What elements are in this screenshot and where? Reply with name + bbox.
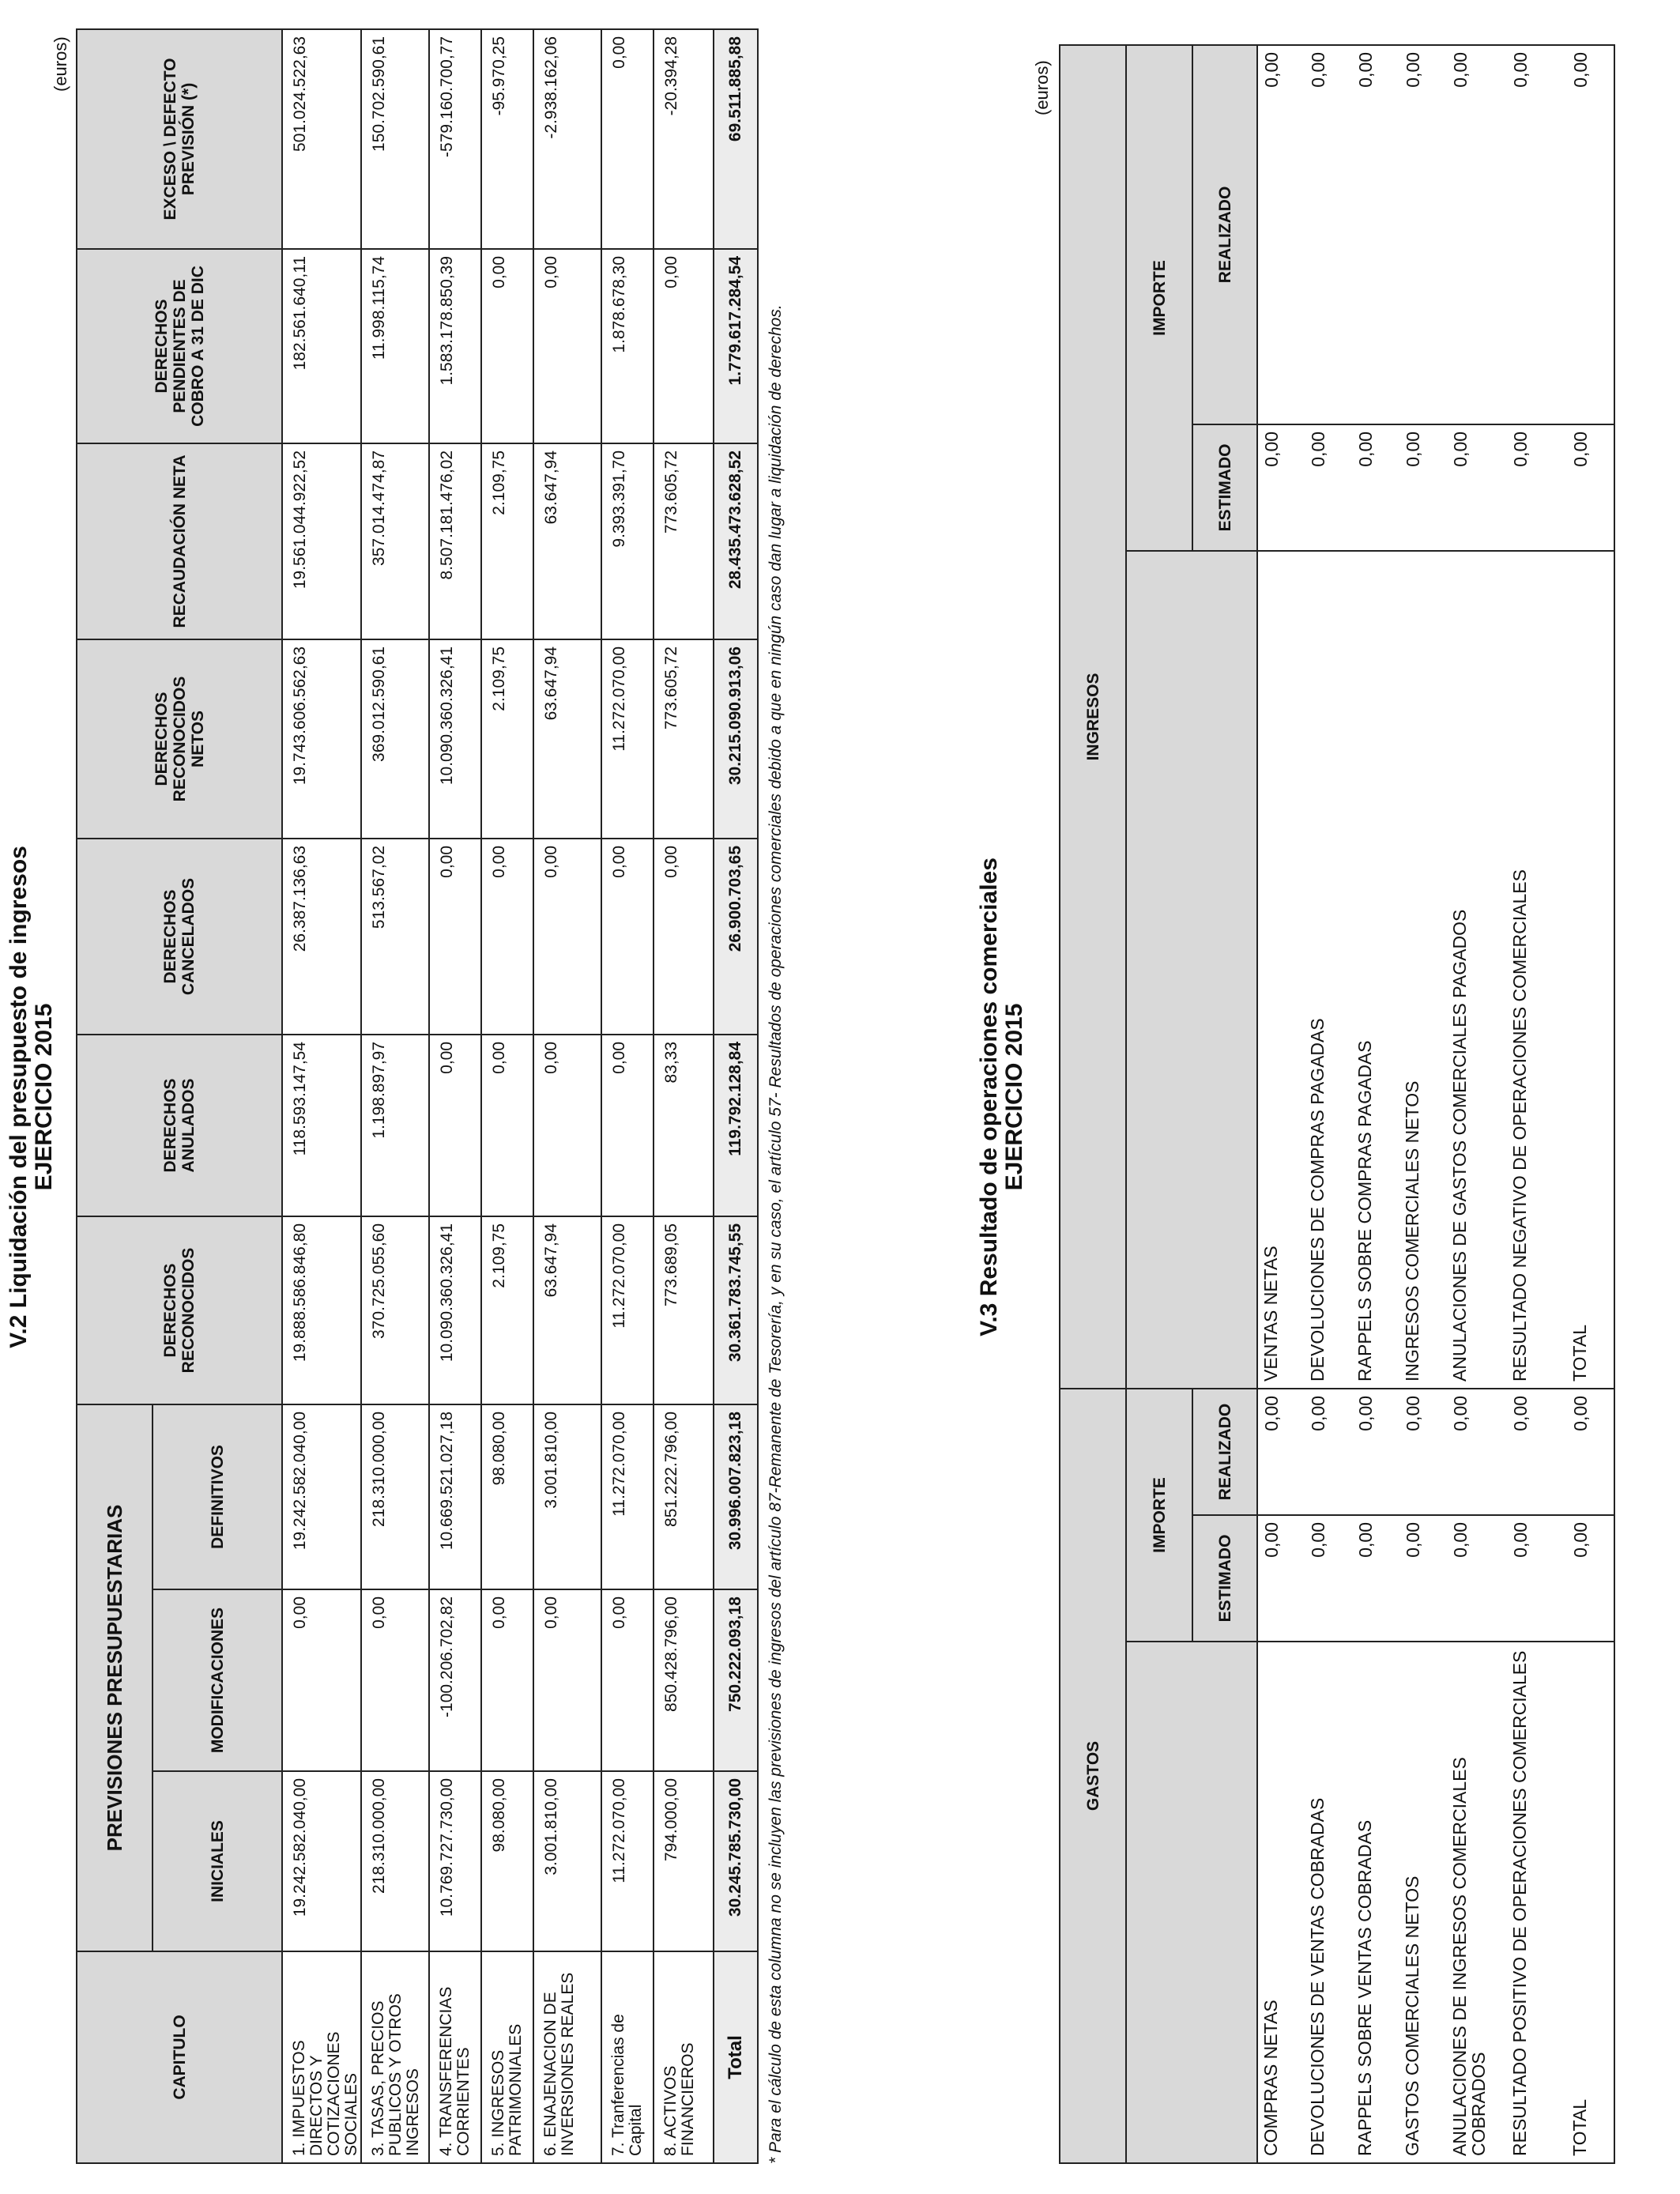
gastos-realizado: 0,00 [1507,1389,1567,1515]
ingresos-concept: DEVOLUCIONES DE COMPRAS PAGADAS [1305,551,1352,1389]
chapter-name: 1. IMPUESTOS DIRECTOS Y COTIZACIONES SOCIALES [282,1951,361,2163]
cell-pendientes: 11.998.115,74 [361,249,429,443]
cell-pendientes: 1.583.178.850,39 [429,249,481,443]
cell-netos: 2.109,75 [481,639,533,839]
gastos-label-header [1126,1642,1257,2163]
gastos-estimado: 0,00 [1257,1515,1305,1642]
cell-iniciales: 19.242.582.040,00 [282,1771,361,1951]
gastos-concept: RESULTADO POSITIVO DE OPERACIONES COMERCIALES [1507,1642,1567,2163]
total-row [714,29,758,2163]
cell-exceso: -579.160.700,77 [429,29,481,249]
total-iniciales: 30.245.785.730,00 [714,1771,758,1951]
cell-reconocidos: 11.272.070,00 [601,1216,654,1404]
ingresos-realizado: 0,00 [1399,45,1447,424]
cell-netos: 19.743.606.562,63 [282,639,361,839]
cell-definitivos: 11.272.070,00 [601,1404,654,1589]
cell-definitivos: 3.001.810,00 [533,1404,601,1589]
ingresos-concept: VENTAS NETAS [1257,551,1305,1389]
gastos-realizado: 0,00 [1447,1389,1507,1515]
cell-anulados: 0,00 [429,1035,481,1216]
cell-cancelados: 0,00 [601,839,654,1035]
cell-anulados: 0,00 [481,1035,533,1216]
gastos-concept: RAPPELS SOBRE VENTAS COBRADAS [1352,1642,1399,2163]
cell-iniciales: 98.080,00 [481,1771,533,1951]
cell-netos: 773.605,72 [654,639,714,839]
cell-anulados: 83,33 [654,1035,714,1216]
cell-reconocidos: 2.109,75 [481,1216,533,1404]
cell-exceso: 0,00 [601,29,654,249]
chapter-row [429,29,481,2163]
commercial-row [1567,45,1614,2163]
col-ingresos: INGRESOS [1060,45,1126,1389]
gastos-realizado-header: REALIZADO [1192,1389,1257,1515]
cell-definitivos: 851.222.796,00 [654,1404,714,1589]
chapter-name: 7. Tranferencias de Capital [601,1951,654,2163]
total-anulados: 119.792.128,84 [714,1035,758,1216]
cell-pendientes: 0,00 [654,249,714,443]
cell-iniciales: 794.000,00 [654,1771,714,1951]
cell-exceso: -20.394,28 [654,29,714,249]
col-capitulo: CAPITULO [77,1951,282,2163]
cell-reconocidos: 773.689,05 [654,1216,714,1404]
gastos-concept: TOTAL [1567,1642,1614,2163]
col-pendientes: DERECHOS PENDIENTES DE COBRO A 31 DE DIC [77,249,282,443]
ingresos-realizado: 0,00 [1567,45,1614,424]
ingresos-concept: RESULTADO NEGATIVO DE OPERACIONES COMERCIALES [1507,551,1567,1389]
cell-iniciales: 218.310.000,00 [361,1771,429,1951]
v2-units: (euros) [51,36,70,92]
col-recaudacion: RECAUDACIÓN NETA [77,443,282,639]
cell-netos: 369.012.590,61 [361,639,429,839]
v2-title-text: V.2 Liquidación del presupuesto de ingresos [6,846,32,1348]
cell-iniciales: 10.769.727.730,00 [429,1771,481,1951]
cell-definitivos: 19.242.582.040,00 [282,1404,361,1589]
ingresos-concept: TOTAL [1567,551,1614,1389]
cell-modificaciones: 0,00 [361,1589,429,1771]
cell-definitivos: 98.080,00 [481,1404,533,1589]
cell-recaudacion: 2.109,75 [481,443,533,639]
cell-anulados: 0,00 [601,1035,654,1216]
cell-pendientes: 182.561.640,11 [282,249,361,443]
col-iniciales: INICIALES [153,1771,282,1951]
ingresos-importe-header: IMPORTE [1126,45,1192,551]
col-definitivos: DEFINITIVOS [153,1404,282,1589]
cell-exceso: -2.938.162,06 [533,29,601,249]
col-reconocidos-netos: DERECHOS RECONOCIDOS NETOS [77,639,282,839]
cell-cancelados: 0,00 [481,839,533,1035]
cell-pendientes: 0,00 [533,249,601,443]
gastos-concept: DEVOLUCIONES DE VENTAS COBRADAS [1305,1642,1352,2163]
total-cancelados: 26.900.703,65 [714,839,758,1035]
v3-subtitle: EJERCICIO 2015 [1001,1003,1027,1191]
col-cancelados: DERECHOS CANCELADOS [77,839,282,1035]
cell-cancelados: 0,00 [429,839,481,1035]
ingresos-realizado: 0,00 [1447,45,1507,424]
col-modificaciones: MODIFICACIONES [153,1589,282,1771]
ingresos-estimado: 0,00 [1507,424,1567,551]
gastos-estimado: 0,00 [1352,1515,1399,1642]
cell-cancelados: 26.387.136,63 [282,839,361,1035]
total-label: Total [714,1951,758,2163]
total-reconocidos: 30.361.783.745,55 [714,1216,758,1404]
ingresos-concept: INGRESOS COMERCIALES NETOS [1399,551,1447,1389]
gastos-concept: COMPRAS NETAS [1257,1642,1305,2163]
gastos-estimado: 0,00 [1507,1515,1567,1642]
cell-pendientes: 0,00 [481,249,533,443]
cell-definitivos: 10.669.521.027,18 [429,1404,481,1589]
gastos-realizado: 0,00 [1399,1389,1447,1515]
v2-subtitle: EJERCICIO 2015 [31,1003,57,1191]
cell-netos: 10.090.360.326,41 [429,639,481,839]
chapter-name: 8. ACTIVOS FINANCIEROS [654,1951,714,2163]
ingresos-concept: ANULACIONES DE GASTOS COMERCIALES PAGADOS [1447,551,1507,1389]
ingresos-realizado-header: REALIZADO [1192,45,1257,424]
commercial-row [1257,45,1305,2163]
income-budget-table [76,28,759,2164]
ingresos-estimado-header: ESTIMADO [1192,424,1257,551]
ingresos-estimado: 0,00 [1352,424,1399,551]
total-recaudacion: 28.435.473.628,52 [714,443,758,639]
ingresos-realizado: 0,00 [1507,45,1567,424]
gastos-concept: ANULACIONES DE INGRESOS COMERCIALES COBRADOS [1447,1642,1507,2163]
ingresos-estimado: 0,00 [1257,424,1305,551]
chapter-row [601,29,654,2163]
chapter-name: 6. ENAJENACION DE INVERSIONES REALES [533,1951,601,2163]
gastos-estimado: 0,00 [1399,1515,1447,1642]
v3-title-block [977,0,1027,2194]
cell-reconocidos: 19.888.586.846,80 [282,1216,361,1404]
cell-reconocidos: 10.090.360.326,41 [429,1216,481,1404]
chapter-row [282,29,361,2163]
gastos-estimado: 0,00 [1447,1515,1507,1642]
ingresos-estimado: 0,00 [1567,424,1614,551]
cell-definitivos: 218.310.000,00 [361,1404,429,1589]
cell-recaudacion: 8.507.181.476,02 [429,443,481,639]
gastos-concept: GASTOS COMERCIALES NETOS [1399,1642,1447,2163]
commercial-ops-table [1059,44,1615,2164]
cell-modificaciones: 850.428.796,00 [654,1589,714,1771]
gastos-importe-header: IMPORTE [1126,1389,1192,1642]
cell-recaudacion: 63.647,94 [533,443,601,639]
chapter-row [481,29,533,2163]
commercial-row [1507,45,1567,2163]
ingresos-realizado: 0,00 [1352,45,1399,424]
total-netos: 30.215.090.913,06 [714,639,758,839]
cell-netos: 11.272.070,00 [601,639,654,839]
v3-units: (euros) [1032,60,1052,115]
total-exceso: 69.511.885,88 [714,29,758,249]
cell-recaudacion: 357.014.474,87 [361,443,429,639]
ingresos-concept: RAPPELS SOBRE COMPRAS PAGADAS [1352,551,1399,1389]
gastos-estimado: 0,00 [1567,1515,1614,1642]
commercial-row [1352,45,1399,2163]
col-previsiones: PREVISIONES PRESUPUESTARIAS [77,1404,153,1951]
commercial-row [1305,45,1352,2163]
cell-netos: 63.647,94 [533,639,601,839]
chapter-row [533,29,601,2163]
cell-modificaciones: 0,00 [282,1589,361,1771]
chapter-row [654,29,714,2163]
chapter-name: 4. TRANSFERENCIAS CORRIENTES [429,1951,481,2163]
cell-exceso: -95.970,25 [481,29,533,249]
cell-reconocidos: 63.647,94 [533,1216,601,1404]
chapter-name: 5. INGRESOS PATRIMONIALES [481,1951,533,2163]
cell-modificaciones: -100.206.702,82 [429,1589,481,1771]
commercial-row [1399,45,1447,2163]
cell-cancelados: 513.567,02 [361,839,429,1035]
commercial-row [1447,45,1507,2163]
chapter-row [361,29,429,2163]
cell-iniciales: 3.001.810,00 [533,1771,601,1951]
v2-footnote: * Para el cálculo de esta columna no se incluyen las previsiones de ingresos del artículo 87-Remanente de Tesorería, y en su caso, el artículo 57- Resultados de operaciones comerciales debido a que en ningún caso dan lugar a liquidación de derechos. [767,304,785,2164]
gastos-estimado-header: ESTIMADO [1192,1515,1257,1642]
ingresos-estimado: 0,00 [1305,424,1352,551]
ingresos-realizado: 0,00 [1257,45,1305,424]
v3-title: V.3 Resultado de operaciones comerciales [976,858,1002,1336]
cell-modificaciones: 0,00 [481,1589,533,1771]
cell-anulados: 118.593.147,54 [282,1035,361,1216]
cell-exceso: 150.702.590,61 [361,29,429,249]
gastos-realizado: 0,00 [1567,1389,1614,1515]
total-modificaciones: 750.222.093,18 [714,1589,758,1771]
total-pendientes: 1.779.617.284,54 [714,249,758,443]
gastos-realizado: 0,00 [1352,1389,1399,1515]
cell-anulados: 1.198.897,97 [361,1035,429,1216]
cell-cancelados: 0,00 [533,839,601,1035]
cell-iniciales: 11.272.070,00 [601,1771,654,1951]
gastos-estimado: 0,00 [1305,1515,1352,1642]
cell-reconocidos: 370.725.055,60 [361,1216,429,1404]
col-reconocidos: DERECHOS RECONOCIDOS [77,1216,282,1404]
ingresos-realizado: 0,00 [1305,45,1352,424]
cell-pendientes: 1.878.678,30 [601,249,654,443]
col-anulados: DERECHOS ANULADOS [77,1035,282,1216]
ingresos-estimado: 0,00 [1447,424,1507,551]
cell-modificaciones: 0,00 [601,1589,654,1771]
col-gastos: GASTOS [1060,1389,1126,2163]
col-exceso: EXCESO \ DEFECTO PREVISIÓN (*) [77,29,282,249]
cell-recaudacion: 773.605,72 [654,443,714,639]
cell-recaudacion: 9.393.391,70 [601,443,654,639]
chapter-name: 3. TASAS, PRECIOS PUBLICOS Y OTROS INGRESOS [361,1951,429,2163]
cell-anulados: 0,00 [533,1035,601,1216]
cell-cancelados: 0,00 [654,839,714,1035]
total-definitivos: 30.996.007.823,18 [714,1404,758,1589]
cell-modificaciones: 0,00 [533,1589,601,1771]
cell-recaudacion: 19.561.044.922,52 [282,443,361,639]
ingresos-label-header [1126,551,1257,1389]
gastos-realizado: 0,00 [1257,1389,1305,1515]
gastos-realizado: 0,00 [1305,1389,1352,1515]
cell-exceso: 501.024.522,63 [282,29,361,249]
ingresos-estimado: 0,00 [1399,424,1447,551]
